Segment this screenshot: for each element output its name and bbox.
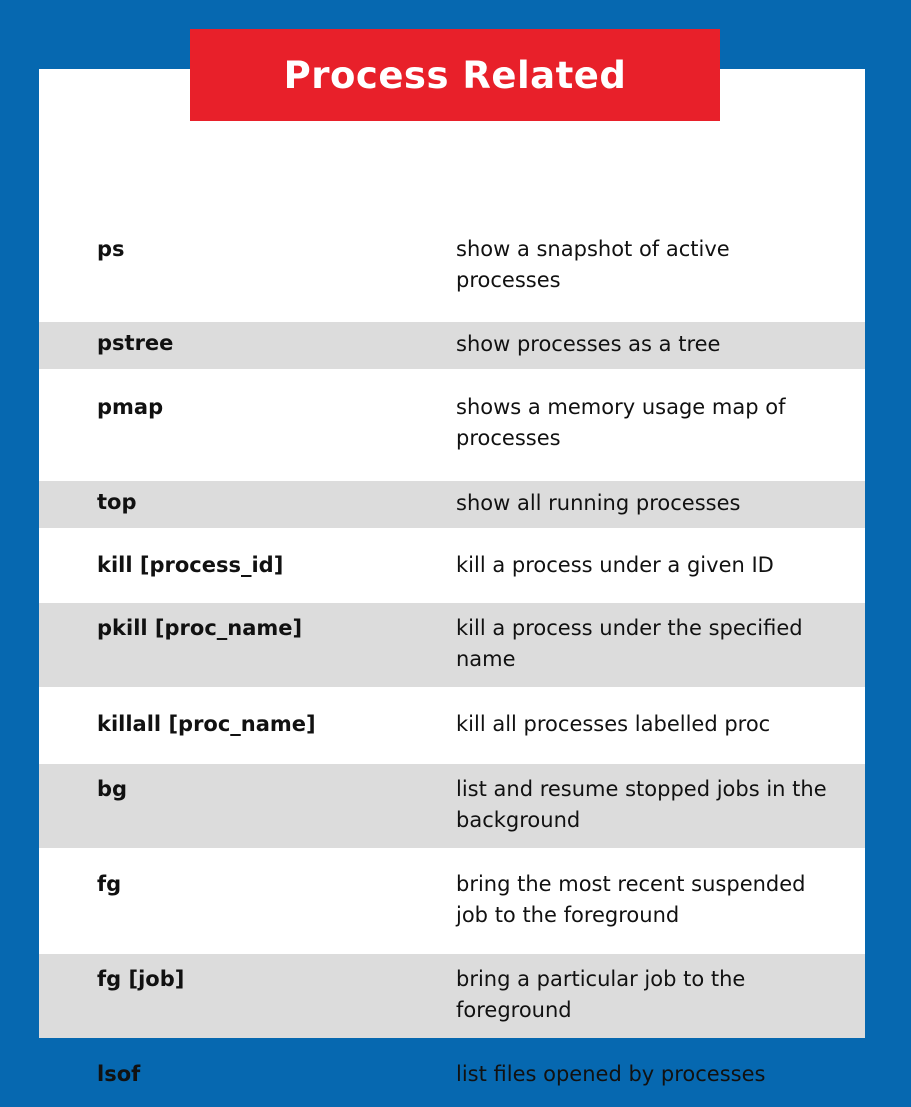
command-name: fg bbox=[97, 872, 122, 896]
command-name: killall [proc_name] bbox=[97, 712, 316, 736]
command-description: kill a process under the specified name bbox=[456, 616, 803, 671]
command-name: pkill [proc_name] bbox=[97, 616, 303, 640]
table-row bbox=[39, 603, 865, 687]
command-description: shows a memory usage map of processes bbox=[456, 395, 786, 450]
title-banner bbox=[190, 29, 720, 121]
command-description: list files opened by processes bbox=[456, 1062, 766, 1086]
command-description: bring the most recent suspended job to the foreground bbox=[456, 872, 806, 927]
table-row bbox=[39, 848, 865, 954]
command-name: bg bbox=[97, 777, 128, 801]
command-description: show a snapshot of active processes bbox=[456, 237, 730, 292]
command-name: kill [process_id] bbox=[97, 553, 284, 577]
command-name: pmap bbox=[97, 395, 164, 419]
command-description: list and resume stopped jobs in the background bbox=[456, 777, 827, 832]
command-name: fg [job] bbox=[97, 967, 185, 991]
command-name: top bbox=[97, 490, 137, 514]
table-row bbox=[39, 764, 865, 848]
command-description: bring a particular job to the foreground bbox=[456, 967, 746, 1022]
table-row bbox=[39, 1038, 865, 1107]
command-name: lsof bbox=[97, 1062, 141, 1086]
command-description: show all running processes bbox=[456, 491, 741, 515]
page-title: Process Related bbox=[283, 53, 627, 97]
table-row bbox=[39, 322, 865, 369]
table-row bbox=[39, 528, 865, 603]
command-name: pstree bbox=[97, 331, 174, 355]
command-description: show processes as a tree bbox=[456, 332, 721, 356]
command-description: kill a process under a given ID bbox=[456, 553, 774, 577]
command-table bbox=[39, 221, 865, 1107]
content-card bbox=[39, 69, 865, 1086]
table-row bbox=[39, 954, 865, 1038]
table-row bbox=[39, 369, 865, 481]
command-description: kill all processes labelled proc bbox=[456, 712, 771, 736]
table-row bbox=[39, 481, 865, 528]
table-row bbox=[39, 687, 865, 764]
table-row bbox=[39, 221, 865, 322]
command-name: ps bbox=[97, 237, 125, 261]
